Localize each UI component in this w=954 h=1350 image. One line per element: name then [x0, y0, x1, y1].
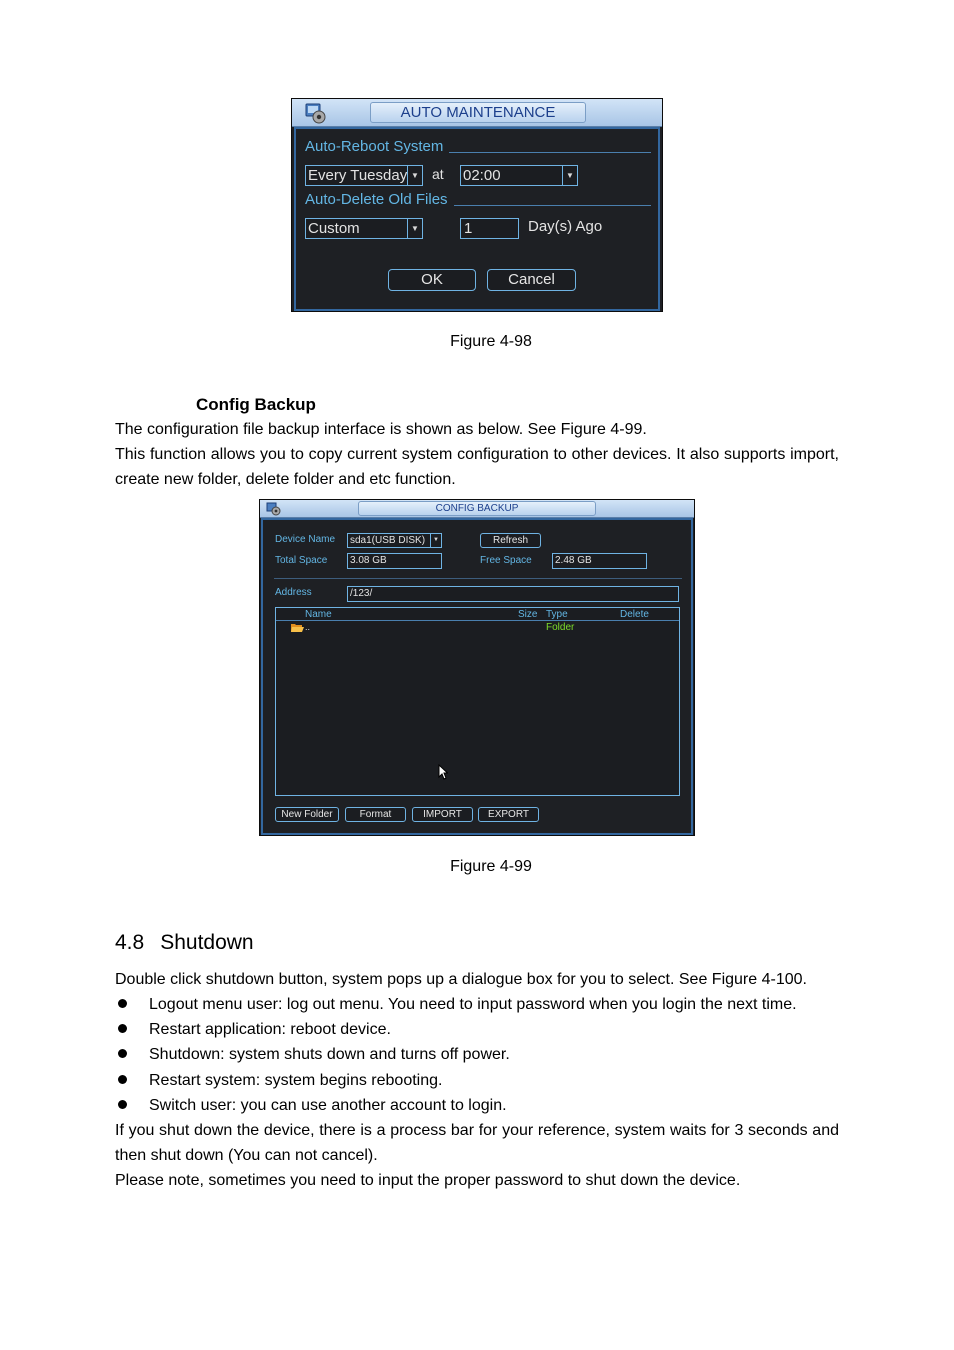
file-type: Folder [546, 622, 575, 633]
column-header-delete[interactable]: Delete [620, 609, 649, 620]
free-space-field: 2.48 GB [552, 553, 647, 569]
at-label: at [432, 166, 444, 182]
config-backup-heading: Config Backup [196, 395, 316, 414]
new-folder-button[interactable]: New Folder [275, 807, 339, 822]
delete-days-input[interactable]: 1 [460, 218, 519, 239]
free-space-label: Free Space [480, 555, 532, 566]
bullet-item: Logout menu user: log out menu. You need to input password when you login the next time. [149, 996, 797, 1013]
config-backup-paragraph: This function allows you to copy current system configuration to other devices. It also supports import, create new folder, delete folder and etc function. [115, 446, 839, 488]
chevron-down-icon[interactable]: ▼ [562, 166, 577, 185]
auto-reboot-label: Auto-Reboot System [305, 138, 444, 155]
device-name-select[interactable] [347, 533, 442, 548]
bullet-item: Restart system: system begins rebooting. [149, 1072, 443, 1089]
reboot-day-value: Every Tuesday [308, 167, 408, 184]
settings-gear-icon [266, 501, 282, 517]
chevron-down-icon[interactable]: ▼ [430, 534, 441, 547]
auto-maintenance-dialog [291, 98, 663, 312]
delete-mode-value: Custom [308, 220, 360, 237]
address-label: Address [275, 587, 312, 598]
bullet-item: Switch user: you can use another account to login. [149, 1097, 507, 1114]
settings-gear-icon [304, 101, 328, 125]
address-input[interactable]: /123/ [347, 586, 679, 602]
shutdown-paragraph: If you shut down the device, there is a process bar for your reference, system waits for 3 seconds and then shut down (You can not cancel). [115, 1122, 839, 1164]
bullet-dot [118, 1075, 127, 1084]
config-backup-paragraph: The configuration file backup interface is shown as below. See Figure 4-99. [115, 421, 647, 438]
shutdown-intro: Double click shutdown button, system pops up a dialogue box for you to select. See Figure 4-100. [115, 971, 807, 988]
device-name-value: sda1(USB DISK) [350, 535, 426, 546]
reboot-separator [449, 152, 651, 153]
total-space-field: 3.08 GB [347, 553, 442, 569]
total-space-label: Total Space [275, 555, 328, 566]
chevron-down-icon[interactable]: ▼ [407, 219, 422, 238]
reboot-day-select[interactable] [305, 165, 423, 186]
figure-caption: Figure 4-99 [450, 858, 532, 875]
days-ago-label: Day(s) Ago [528, 218, 603, 235]
config-backup-dialog [259, 499, 695, 836]
figure-caption: Figure 4-98 [450, 333, 532, 350]
bullet-dot [118, 1100, 127, 1109]
header-separator [276, 620, 679, 621]
section-heading [115, 931, 254, 955]
reboot-time-value: 02:00 [463, 167, 501, 184]
format-button[interactable]: Format [345, 807, 406, 822]
column-header-type[interactable]: Type [546, 609, 568, 620]
section-title: Shutdown [160, 931, 254, 954]
file-name: .. [305, 622, 311, 632]
chevron-down-icon[interactable]: ▼ [407, 166, 422, 185]
refresh-button[interactable]: Refresh [480, 533, 541, 548]
bullet-dot [118, 999, 127, 1008]
import-button[interactable]: IMPORT [412, 807, 473, 822]
device-name-label: Device Name [275, 534, 336, 545]
mouse-pointer-icon [438, 764, 448, 780]
section-separator [274, 578, 682, 579]
dialog-title: AUTO MAINTENANCE [370, 102, 586, 123]
table-row[interactable] [276, 622, 679, 635]
reboot-time-select[interactable] [460, 165, 578, 186]
dialog-title-bar [292, 99, 662, 127]
bullet-item: Restart application: reboot device. [149, 1021, 391, 1038]
bullet-dot [118, 1024, 127, 1033]
section-number: 4.8 [115, 931, 145, 954]
export-button[interactable]: EXPORT [478, 807, 539, 822]
bullet-item: Shutdown: system shuts down and turns off power. [149, 1046, 510, 1063]
dialog-title: CONFIG BACKUP [358, 501, 596, 516]
file-list[interactable] [275, 607, 680, 796]
auto-delete-label: Auto-Delete Old Files [305, 191, 448, 208]
ok-button[interactable]: OK [388, 269, 476, 291]
folder-icon [291, 623, 304, 633]
column-header-size[interactable]: Size [518, 609, 538, 620]
dialog-title-bar [260, 500, 694, 518]
bullet-dot [118, 1049, 127, 1058]
delete-mode-select[interactable] [305, 218, 423, 239]
column-header-name[interactable]: Name [305, 609, 332, 620]
delete-separator [454, 205, 651, 206]
cancel-button[interactable]: Cancel [487, 269, 576, 291]
shutdown-note: Please note, sometimes you need to input the proper password to shut down the device. [115, 1172, 741, 1189]
